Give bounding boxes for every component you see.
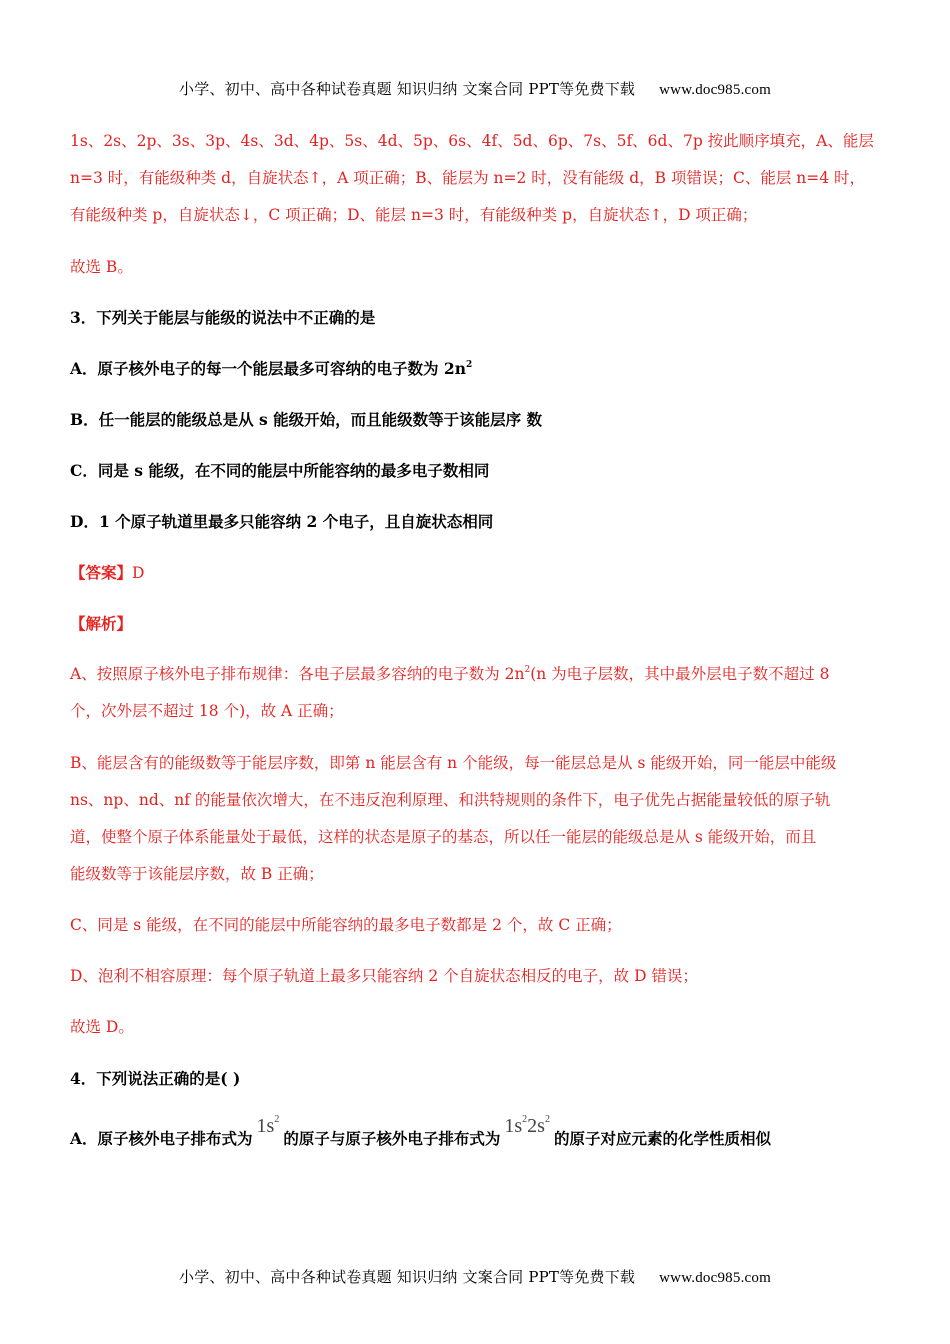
formula-2-base-2: 2s xyxy=(527,1115,545,1137)
q3-explanation-b-4: 能级数等于该能层序数，故 B 正确； xyxy=(70,865,324,883)
page-footer xyxy=(0,1266,950,1287)
footer-url[interactable]: www.doc985.com xyxy=(659,1270,771,1286)
q4-option-a xyxy=(70,1114,771,1150)
q3-explanation-a-1 xyxy=(70,662,829,684)
footer-text: 小学、初中、高中各种试卷真题 知识归纳 文案合同 PPT等免费下载 xyxy=(179,1268,636,1286)
page-header xyxy=(0,78,950,99)
q3-explanation-d: D、泡利不相容原理：每个原子轨道上最多只能容纳 2 个自旋状态相反的电子，故 D 错误； xyxy=(70,967,698,985)
q3-stem: 3．下列关于能层与能级的说法中不正确的是 xyxy=(70,308,376,327)
q4-stem: 4．下列说法正确的是( ) xyxy=(70,1069,241,1088)
header-url[interactable]: www.doc985.com xyxy=(659,82,771,98)
q3-option-b: B．任一能层的能级总是从 s 能级开始，而且能级数等于该能层序 数 xyxy=(70,410,543,429)
exp-a-text-2: (n 为电子层数，其中最外层电子数不超过 8 xyxy=(530,665,830,683)
formula-1-sup: 2 xyxy=(274,1114,280,1125)
q4-option-a-pre: A．原子核外电子排布式为 xyxy=(70,1129,253,1148)
formula-2-sup-1: 2 xyxy=(522,1114,528,1125)
q3-option-a-text: A．原子核外电子的每一个能层最多可容纳的电子数为 2n xyxy=(70,359,466,378)
formula-1-base: 1s xyxy=(256,1115,275,1137)
answer-label: 【答案】 xyxy=(70,563,133,582)
q3-option-d: D．1 个原子轨道里最多只能容纳 2 个电子，且自旋状态相同 xyxy=(70,512,494,531)
answer-value: D xyxy=(132,564,145,582)
header-text: 小学、初中、高中各种试卷真题 知识归纳 文案合同 PPT等免费下载 xyxy=(179,80,636,98)
q3-explanation-a-2: 个，次外层不超过 18 个)，故 A 正确； xyxy=(70,702,344,720)
q4-option-a-post: 的原子对应元素的化学性质相似 xyxy=(553,1129,771,1148)
formula-1s2 xyxy=(257,1115,280,1137)
prev-conclusion: 故选 B。 xyxy=(70,258,133,276)
q3-explanation-b-2: ns、np、nd、nf 的能量依次增大，在不违反泡利原理、和洪特规则的条件下，电子优先占据能量较低的原子轨 xyxy=(70,791,831,809)
prev-explanation-line-1: 1s、2s、2p、3s、3p、4s、3d、4p、5s、4d、5p、6s、4f、5d、6p、7s、5f、6d、7p 按此顺序填充，A、能层 xyxy=(70,132,874,150)
prev-explanation-line-2: n=3 时，有能级种类 d，自旋状态↑，A 项正确；B、能层为 n=2 时，没有能级 d，B 项错误；C、能层 n=4 时， xyxy=(70,169,866,187)
exp-a-sup: 2 xyxy=(524,665,531,675)
analysis-label: 【解析】 xyxy=(70,614,133,633)
q3-option-a xyxy=(70,357,472,379)
formula-1s2-2s2 xyxy=(504,1115,550,1137)
q3-option-c: C．同是 s 能级，在不同的能层中所能容纳的最多电子数相同 xyxy=(70,461,490,480)
formula-2-base-1: 1s xyxy=(504,1115,523,1137)
q3-explanation-b-3: 道，使整个原子体系能量处于最低，这样的状态是原子的基态，所以任一能层的能级总是从 s 能级开始，而且 xyxy=(70,828,817,846)
q3-conclusion: 故选 D。 xyxy=(70,1018,134,1036)
formula-2-sup-2: 2 xyxy=(544,1114,550,1125)
q3-explanation-c: C、同是 s 能级，在不同的能层中所能容纳的最多电子数都是 2 个，故 C 正确； xyxy=(70,916,622,934)
q3-answer xyxy=(70,561,144,583)
q4-option-a-mid: 的原子与原子核外电子排布式为 xyxy=(283,1129,501,1148)
q3-option-a-sup: 2 xyxy=(465,360,473,370)
exp-a-text-1: A、按照原子核外电子排布规律：各电子层最多容纳的电子数为 2n xyxy=(70,665,525,683)
q3-explanation-b-1: B、能层含有的能级数等于能层序数，即第 n 能层含有 n 个能级，每一能层总是从 s 能级开始，同一能层中能级 xyxy=(70,754,837,772)
prev-explanation-line-3: 有能级种类 p，自旋状态↓，C 项正确；D、能层 n=3 时，有能级种类 p，自旋状态↑，D 项正确； xyxy=(70,206,758,224)
